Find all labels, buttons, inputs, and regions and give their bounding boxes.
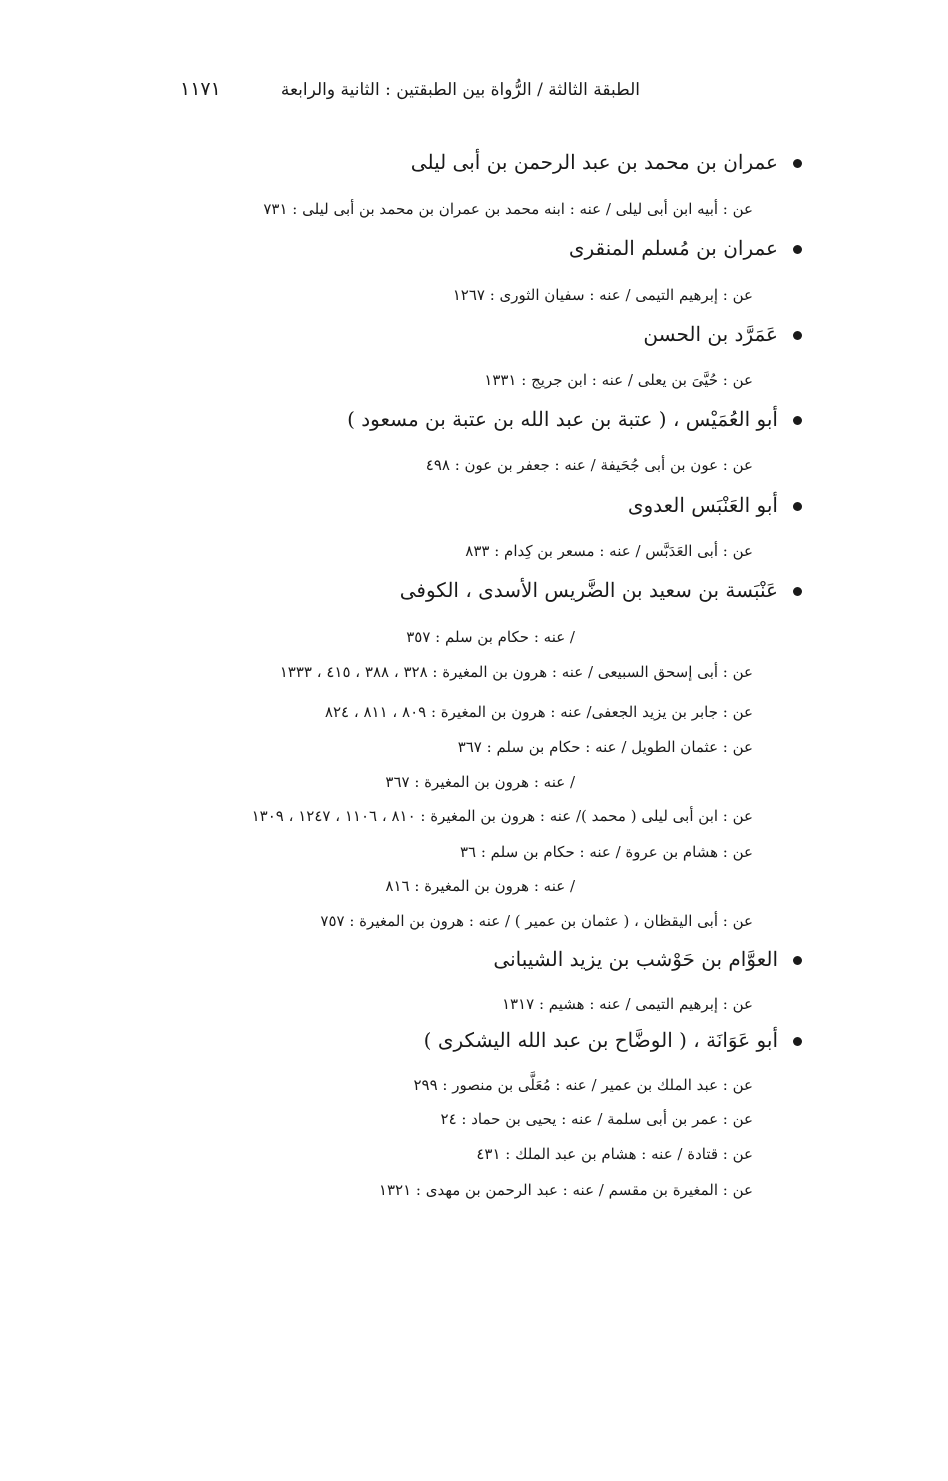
- bullet-icon: [793, 416, 802, 425]
- narration-line: عن : إبرهيم التيمى / عنه : هشيم : ١٣١٧: [501, 995, 753, 1013]
- narrator-name: عمران بن محمد بن عبد الرحمن بن أبى ليلى: [410, 150, 778, 174]
- narrator-name: أبو العَنْبَس العدوى: [627, 493, 778, 517]
- narration-line: / عنه : هرون بن المغيرة : ٨١٦: [385, 877, 575, 895]
- narration-line: عن : جابر بن يزيد الجعفى/ عنه : هرون بن المغيرة : ٨٠٩ ، ٨١١ ، ٨٢٤: [324, 703, 753, 721]
- narration-line: عن : عثمان الطويل / عنه : حكام بن سلم : ٣٦٧: [457, 738, 753, 756]
- narration-line: عن : المغيرة بن مقسم / عنه : عبد الرحمن بن مهدى : ١٣٢١: [378, 1181, 753, 1199]
- narration-line: عن : هشام بن عروة / عنه : حكام بن سلم : ٣٦: [459, 843, 753, 861]
- bullet-icon: [793, 956, 802, 965]
- narration-line: عن : ابن أبى ليلى ( محمد )/ عنه : هرون بن المغيرة : ٨١٠ ، ١١٠٦ ، ١٢٤٧ ، ١٣٠٩: [251, 807, 753, 825]
- narrator-name: أبو عَوَانَة ، ( الوضَّاح بن عبد الله اليشكرى ): [423, 1028, 778, 1052]
- running-header: الطبقة الثالثة / الرُّواة بين الطبقتين : الثانية والرابعة: [280, 80, 640, 100]
- narration-line: عن : عبد الملك بن عمير / عنه : مُعَلَّى بن منصور : ٢٩٩: [413, 1076, 753, 1094]
- narrator-name: أبو العُمَيْس ، ( عتبة بن عبد الله بن عتبة بن مسعود ): [347, 407, 778, 431]
- bullet-icon: [793, 331, 802, 340]
- bullet-icon: [793, 245, 802, 254]
- bullet-icon: [793, 502, 802, 511]
- narration-line: عن : أبى العَدَبَّس / عنه : مسعر بن كِدام : ٨٣٣: [465, 542, 753, 560]
- narrator-name: عَمَرَّد بن الحسن: [643, 322, 778, 346]
- narration-line: عن : أبى إسحق السبيعى / عنه : هرون بن المغيرة : ٣٢٨ ، ٣٨٨ ، ٤١٥ ، ١٣٣٣: [279, 663, 753, 681]
- narrator-name: عَنْبَسة بن سعيد بن الضَّريس الأسدى ، الكوفى: [399, 578, 778, 602]
- narration-line: عن : أبى اليقظان ، ( عثمان بن عمير ) / عنه : هرون بن المغيرة : ٧٥٧: [320, 912, 753, 930]
- narration-line: عن : قتادة / عنه : هشام بن عبد الملك : ٤٣١: [476, 1145, 753, 1163]
- bullet-icon: [793, 159, 802, 168]
- narrator-name: العوَّام بن حَوْشب بن يزيد الشيبانى: [493, 947, 778, 971]
- narration-line: / عنه : حكام بن سلم : ٣٥٧: [406, 628, 575, 646]
- page-number: ١١٧١: [180, 78, 221, 100]
- bullet-icon: [793, 1037, 802, 1046]
- narration-line: / عنه : هرون بن المغيرة : ٣٦٧: [385, 773, 575, 791]
- narration-line: عن : إبرهيم التيمى / عنه : سفيان الثورى : ١٢٦٧: [452, 286, 753, 304]
- narrator-name: عمران بن مُسلم المنقرى: [568, 236, 778, 260]
- narration-line: عن : عمر بن أبى سلمة / عنه : يحيى بن حماد : ٢٤: [440, 1110, 753, 1128]
- narration-line: عن : أبيه ابن أبى ليلى / عنه : ابنه محمد بن عمران بن محمد بن أبى ليلى : ٧٣١: [263, 200, 753, 218]
- narration-line: عن : حُيَّىَ بن يعلى / عنه : ابن جريج : ١٣٣١: [484, 371, 753, 389]
- narration-line: عن : عون بن أبى جُحَيفة / عنه : جعفر بن عون : ٤٩٨: [425, 456, 753, 474]
- bullet-icon: [793, 587, 802, 596]
